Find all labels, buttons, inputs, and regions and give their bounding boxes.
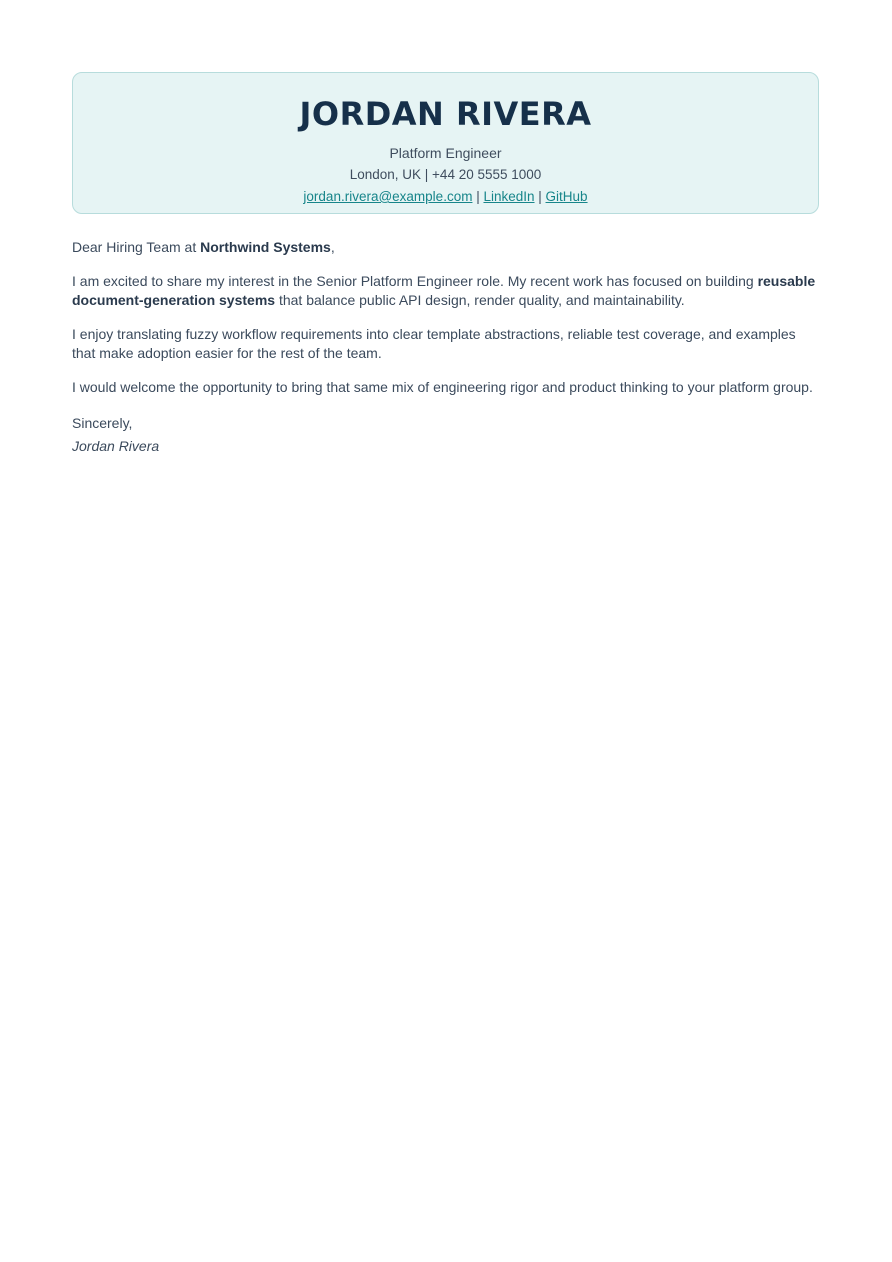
email-link[interactable]: jordan.rivera@example.com	[303, 189, 473, 204]
paragraph-1-text-a: I am excited to share my interest in the Senior Platform Engineer role. My recent work has focused on building	[72, 273, 758, 289]
separator: |	[472, 189, 484, 204]
paragraph-1	[72, 272, 819, 310]
letter-body	[72, 238, 819, 458]
paragraph-1-text-b: that balance public API design, render quality, and maintainability.	[275, 292, 685, 308]
linkedin-link[interactable]: LinkedIn	[483, 189, 535, 204]
paragraph-2: I enjoy translating fuzzy workflow requirements into clear template abstractions, reliable test coverage, and examples that make adoption easier for the rest of the team.	[72, 326, 796, 361]
company-name: Northwind Systems	[200, 239, 331, 255]
contact-line	[73, 165, 818, 185]
greeting-prefix: Dear Hiring Team at	[72, 239, 201, 255]
github-link[interactable]: GitHub	[545, 189, 588, 204]
closing: Sincerely,	[72, 415, 133, 431]
links-line	[73, 187, 818, 207]
applicant-title: Platform Engineer	[389, 145, 502, 161]
greeting-suffix: ,	[330, 239, 335, 255]
separator: |	[534, 189, 546, 204]
applicant-name: JORDAN RIVERA	[299, 95, 592, 133]
location: London, UK	[349, 167, 422, 182]
separator: |	[421, 167, 433, 182]
greeting	[72, 238, 819, 257]
phone: +44 20 5555 1000	[432, 167, 542, 182]
paragraph-3: I would welcome the opportunity to bring that same mix of engineering rigor and product thinking to your platform group.	[72, 379, 813, 395]
header-card	[72, 72, 819, 214]
paragraph-1-emphasis: reusable document-generation systems	[72, 273, 816, 308]
signature: Jordan Rivera	[72, 438, 160, 454]
